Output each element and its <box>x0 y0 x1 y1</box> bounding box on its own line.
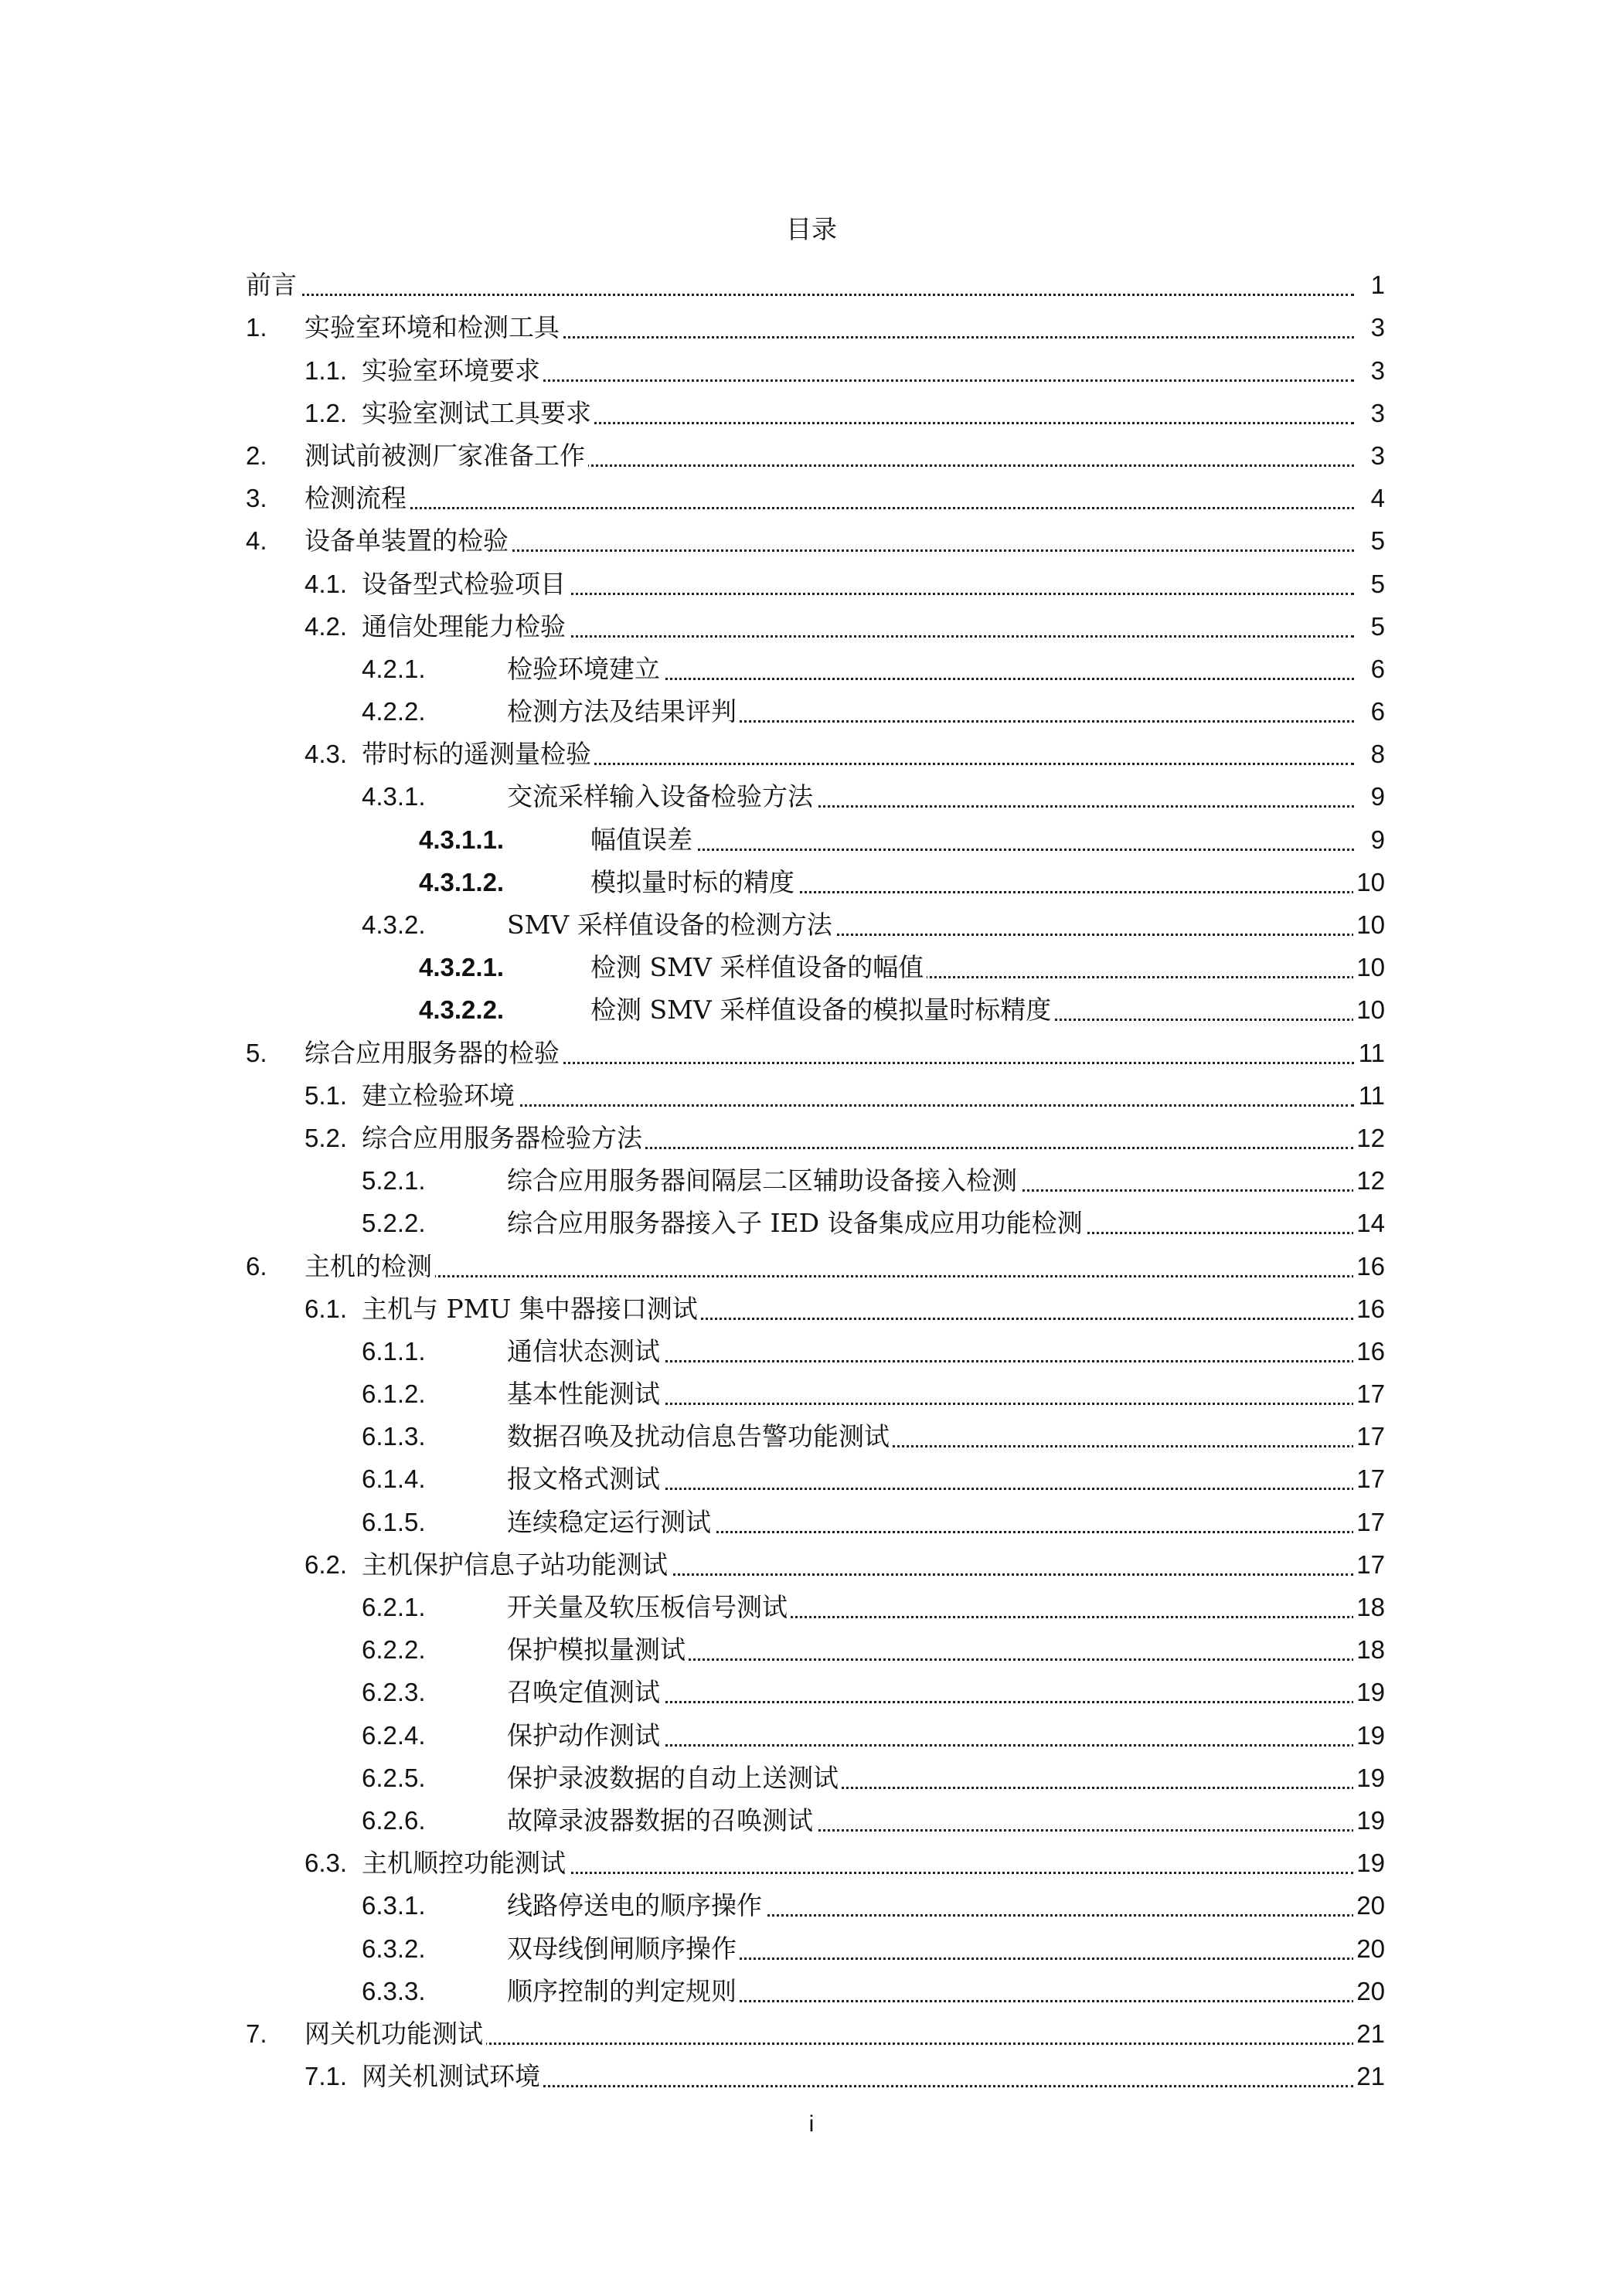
toc-entry[interactable] <box>246 1414 1385 1457</box>
toc-entry[interactable] <box>246 263 1385 305</box>
toc-entry-page: 17 <box>1353 1421 1385 1452</box>
toc-entry[interactable] <box>246 1030 1385 1073</box>
page-number: i <box>808 2111 815 2137</box>
toc-entry[interactable] <box>246 519 1385 561</box>
toc-entry-title: 线路停送电的顺序操作 <box>507 1890 765 1921</box>
toc-entry-title: 幅值误差 <box>590 825 696 855</box>
toc-entry-page: 21 <box>1353 2019 1385 2049</box>
toc-entry-number: 6.2. <box>305 1549 348 1579</box>
toc-entry[interactable] <box>246 476 1385 519</box>
page-title: 目录 <box>786 214 837 244</box>
toc-entry-number: 6.2.1. <box>362 1593 426 1621</box>
toc-entry[interactable] <box>246 1756 1385 1798</box>
toc-entry-page: 19 <box>1353 1677 1385 1708</box>
toc-entry-number: 4.2.2. <box>362 697 426 726</box>
toc-entry[interactable] <box>246 391 1385 434</box>
toc-entry[interactable] <box>246 1243 1385 1286</box>
toc-entry-page: 3 <box>1368 355 1385 386</box>
toc-entry-title: 双母线倒闸顺序操作 <box>507 1934 740 1964</box>
toc-entry-page: 5 <box>1368 526 1385 556</box>
toc-entry-number: 4.3.1.1. <box>419 825 505 854</box>
toc-entry[interactable] <box>246 1287 1385 1329</box>
toc-entry-page: 17 <box>1353 1507 1385 1538</box>
toc-entry-page: 12 <box>1353 1123 1385 1154</box>
toc-entry-page: 1 <box>1368 270 1385 301</box>
toc-entry-title: 主机保护信息子站功能测试 <box>362 1549 671 1580</box>
toc-entry-number: 1. <box>246 313 267 342</box>
toc-entry-number: 4.3.2. <box>362 910 426 939</box>
toc-dot-leader <box>305 507 1354 509</box>
toc-entry[interactable] <box>246 1329 1385 1372</box>
toc-entry[interactable] <box>246 945 1385 988</box>
toc-entry[interactable] <box>246 2012 1385 2054</box>
toc-entry-title: 报文格式测试 <box>507 1464 663 1495</box>
toc-entry-page: 12 <box>1353 1165 1385 1196</box>
toc-entry-number: 4. <box>246 526 267 556</box>
toc-entry[interactable] <box>246 1201 1385 1243</box>
toc-entry-page: 17 <box>1353 1379 1385 1410</box>
toc-entry-title: 综合应用服务器检验方法 <box>362 1123 645 1154</box>
toc-entry-page: 19 <box>1353 1763 1385 1794</box>
toc-dot-leader <box>590 849 1354 851</box>
toc-entry-page: 16 <box>1353 1251 1385 1282</box>
toc-entry-page: 20 <box>1353 1890 1385 1921</box>
toc-entry-page: 19 <box>1353 1720 1385 1751</box>
toc-entry[interactable] <box>246 1883 1385 1926</box>
toc-entry-title: 建立检验环境 <box>362 1080 518 1111</box>
toc-entry-title: SMV 采样值设备的检测方法 <box>507 910 835 941</box>
toc-entry-number: 6.1.1. <box>362 1336 426 1366</box>
toc-entry-page: 17 <box>1353 1549 1385 1580</box>
toc-entry-page: 5 <box>1368 611 1385 642</box>
toc-entry-number: 6. <box>246 1251 267 1281</box>
toc-entry[interactable] <box>246 689 1385 732</box>
toc-entry-number: 4.3. <box>305 740 348 769</box>
toc-entry-number: 6.2.3. <box>362 1678 426 1707</box>
toc-entry-number: 1.1. <box>305 355 348 385</box>
toc-entry-number: 4.2.1. <box>362 654 426 683</box>
toc-entry[interactable] <box>246 1841 1385 1883</box>
toc-entry[interactable] <box>246 1158 1385 1201</box>
toc-entry-number: 6.2.5. <box>362 1763 426 1792</box>
toc-entry-title: 综合应用服务器的检验 <box>305 1038 563 1069</box>
toc-entry[interactable] <box>246 305 1385 348</box>
toc-entry-page: 9 <box>1368 781 1385 812</box>
toc-entry-number: 6.2.4. <box>362 1720 426 1750</box>
toc-entry-number: 6.2.2. <box>362 1635 426 1665</box>
toc-entry-title: 检测 SMV 采样值设备的幅值 <box>590 952 927 983</box>
toc-entry-number: 6.1.4. <box>362 1464 426 1494</box>
toc-entry-title: 连续稳定运行测试 <box>507 1507 714 1538</box>
toc-entry-title: 故障录波器数据的召唤测试 <box>507 1805 816 1836</box>
toc-entry[interactable] <box>246 774 1385 817</box>
toc-entry[interactable] <box>246 903 1385 945</box>
toc-entry-title: 综合应用服务器间隔层二区辅助设备接入检测 <box>507 1165 1020 1196</box>
toc-entry-title: 检验环境建立 <box>507 654 663 685</box>
toc-entry[interactable] <box>246 604 1385 647</box>
toc-entry-number: 6.1. <box>305 1294 348 1323</box>
toc-entry-page: 6 <box>1368 696 1385 727</box>
toc-entry-number: 4.1. <box>305 569 348 598</box>
toc-dot-leader <box>305 1275 1354 1277</box>
toc-entry[interactable] <box>246 988 1385 1030</box>
toc-entry-page: 20 <box>1353 1976 1385 2007</box>
toc-entry-page: 19 <box>1353 1805 1385 1836</box>
toc-entry-title: 实验室测试工具要求 <box>362 398 594 429</box>
toc-entry-page: 11 <box>1356 1038 1385 1069</box>
toc-entry-number: 5. <box>246 1038 267 1067</box>
toc-entry-number: 6.3.1. <box>362 1891 426 1920</box>
toc-entry[interactable] <box>246 1926 1385 1968</box>
toc-entry[interactable] <box>246 1372 1385 1414</box>
toc-entry-page: 18 <box>1353 1592 1385 1623</box>
toc-entry-title: 检测 SMV 采样值设备的模拟量时标精度 <box>590 995 1054 1026</box>
toc-entry-number: 5.1. <box>305 1080 348 1110</box>
toc-entry-page: 3 <box>1368 312 1385 343</box>
toc-entry-title: 实验室环境要求 <box>362 355 543 386</box>
toc-entry-number: 5.2. <box>305 1123 348 1152</box>
toc-entry[interactable] <box>246 2054 1385 2097</box>
toc-entry-title: 主机顺控功能测试 <box>362 1848 569 1879</box>
toc-entry-number: 6.3.2. <box>362 1934 426 1963</box>
toc-entry[interactable] <box>246 561 1385 604</box>
toc-entry-title: 检测方法及结果评判 <box>507 696 740 727</box>
toc-entry-title: 保护动作测试 <box>507 1720 663 1751</box>
toc-entry-page: 17 <box>1353 1464 1385 1495</box>
table-of-contents <box>246 263 1385 2097</box>
toc-entry-number: 6.3.3. <box>362 1976 426 2005</box>
toc-entry[interactable] <box>246 348 1385 390</box>
toc-entry[interactable] <box>246 1670 1385 1713</box>
toc-entry-page: 20 <box>1353 1934 1385 1964</box>
toc-entry[interactable] <box>246 1969 1385 2012</box>
toc-entry-page: 3 <box>1368 440 1385 471</box>
toc-entry-number: 4.3.2.1. <box>419 953 505 982</box>
toc-entry[interactable] <box>246 1499 1385 1542</box>
toc-entry-number: 4.3.2.2. <box>419 995 505 1025</box>
toc-entry-title: 保护模拟量测试 <box>507 1634 689 1665</box>
toc-entry-number: 6.2.6. <box>362 1805 426 1835</box>
toc-entry-title: 召唤定值测试 <box>507 1677 663 1708</box>
toc-entry[interactable] <box>246 817 1385 859</box>
toc-entry[interactable] <box>246 434 1385 476</box>
toc-entry-number: 3. <box>246 484 267 513</box>
toc-entry[interactable] <box>246 732 1385 774</box>
toc-entry-title: 测试前被测厂家准备工作 <box>305 440 588 471</box>
toc-entry[interactable] <box>246 1713 1385 1755</box>
toc-entry-page: 14 <box>1353 1208 1385 1239</box>
toc-entry-page: 3 <box>1368 398 1385 429</box>
toc-entry-title: 基本性能测试 <box>507 1379 663 1410</box>
toc-entry-title: 顺序控制的判定规则 <box>507 1976 740 2007</box>
toc-entry-page: 10 <box>1353 910 1385 941</box>
toc-entry-page: 18 <box>1353 1634 1385 1665</box>
toc-entry-number: 4.3.1.2. <box>419 867 505 896</box>
toc-entry-page: 10 <box>1353 867 1385 898</box>
toc-entry-number: 4.2. <box>305 611 348 641</box>
toc-entry-page: 10 <box>1353 952 1385 983</box>
toc-entry-title: 网关机功能测试 <box>305 2019 486 2049</box>
toc-entry-number: 5.2.2. <box>362 1209 426 1238</box>
toc-entry[interactable] <box>246 1628 1385 1670</box>
toc-entry[interactable] <box>246 860 1385 903</box>
toc-entry-title: 交流采样输入设备检验方法 <box>507 781 816 812</box>
toc-entry[interactable] <box>246 1585 1385 1628</box>
toc-entry-page: 9 <box>1368 825 1385 855</box>
toc-entry-title: 主机与 PMU 集中器接口测试 <box>362 1294 701 1325</box>
toc-entry-page: 21 <box>1353 2061 1385 2092</box>
toc-entry-number: 4.3.1. <box>362 782 426 811</box>
toc-entry-title: 模拟量时标的精度 <box>590 867 798 898</box>
toc-entry-page: 11 <box>1356 1080 1385 1111</box>
toc-entry-title: 保护录波数据的自动上送测试 <box>507 1763 842 1794</box>
toc-entry-page: 8 <box>1368 739 1385 770</box>
toc-dot-leader <box>246 294 1354 296</box>
toc-entry[interactable] <box>246 647 1385 689</box>
toc-entry-title: 设备单装置的检验 <box>305 526 512 556</box>
toc-entry-page: 19 <box>1353 1848 1385 1879</box>
toc-entry-title: 通信处理能力检验 <box>362 611 569 642</box>
toc-entry-title: 通信状态测试 <box>507 1336 663 1367</box>
toc-entry-number: 5.2.1. <box>362 1166 426 1196</box>
toc-entry-title: 网关机测试环境 <box>362 2061 543 2092</box>
toc-entry-page: 16 <box>1353 1336 1385 1367</box>
toc-entry[interactable] <box>246 1798 1385 1841</box>
toc-entry-title: 开关量及软压板信号测试 <box>507 1592 791 1623</box>
toc-entry-number: 2. <box>246 440 267 470</box>
toc-entry-title: 带时标的遥测量检验 <box>362 739 594 770</box>
toc-entry-page: 4 <box>1368 483 1385 514</box>
toc-entry-page: 6 <box>1368 654 1385 685</box>
toc-entry-page: 5 <box>1368 569 1385 600</box>
toc-entry-number: 6.1.3. <box>362 1422 426 1451</box>
toc-entry-title: 综合应用服务器接入子 IED 设备集成应用功能检测 <box>507 1208 1086 1239</box>
toc-entry-title: 数据召唤及扰动信息告警功能测试 <box>507 1421 893 1452</box>
toc-entry-title: 主机的检测 <box>305 1251 435 1282</box>
toc-entry-number: 6.1.5. <box>362 1507 426 1536</box>
toc-entry[interactable] <box>246 1073 1385 1116</box>
toc-entry-number: 6.1.2. <box>362 1379 426 1409</box>
toc-entry-number: 7. <box>246 2019 267 2048</box>
toc-entry[interactable] <box>246 1457 1385 1499</box>
toc-entry-number: 6.3. <box>305 1849 348 1878</box>
toc-entry[interactable] <box>246 1116 1385 1158</box>
toc-entry-page: 10 <box>1353 995 1385 1026</box>
toc-entry-title: 检测流程 <box>305 483 410 514</box>
toc-entry[interactable] <box>246 1543 1385 1585</box>
toc-entry-title: 设备型式检验项目 <box>362 569 569 600</box>
toc-entry-title: 前言 <box>246 270 300 301</box>
toc-entry-page: 16 <box>1353 1294 1385 1325</box>
toc-entry-number: 7.1. <box>305 2062 348 2091</box>
toc-entry-number: 1.2. <box>305 398 348 427</box>
toc-entry-title: 实验室环境和检测工具 <box>305 312 563 343</box>
